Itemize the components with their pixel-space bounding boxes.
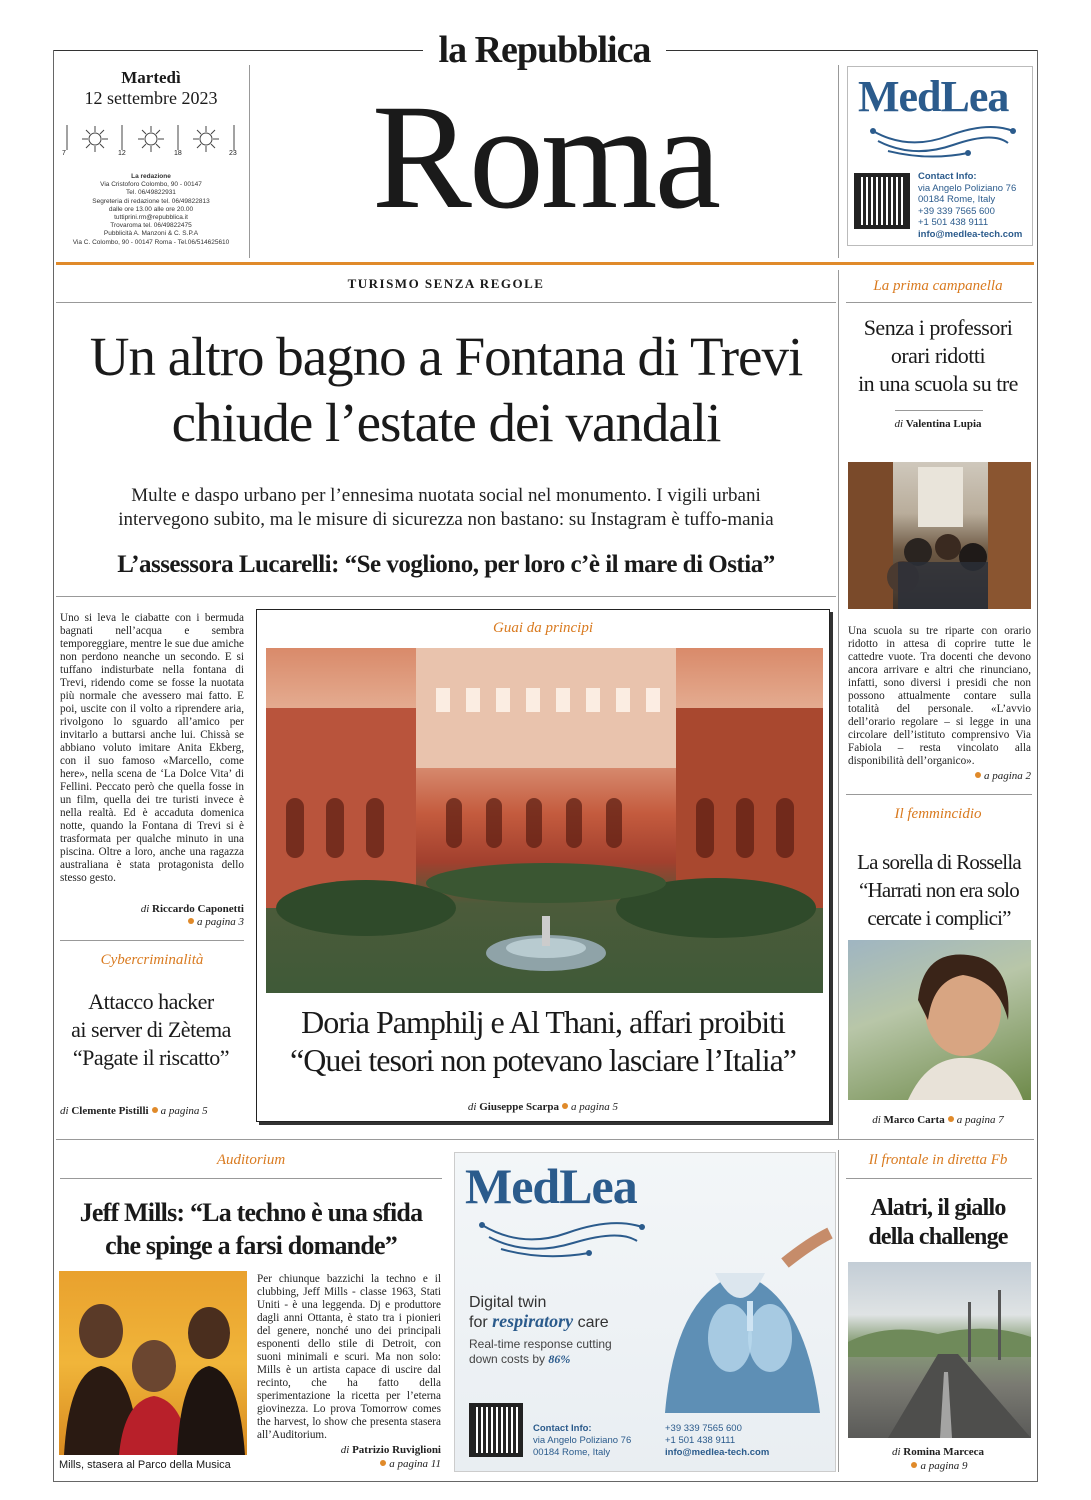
lead-deck-line: intervegono subito, ma le misure di sicurezza non bastano: su Instagram è tuffo-mania — [118, 509, 774, 530]
redazione-line: Via C. Colombo, 90 - 00147 Roma - Tel.06/514625610 — [72, 238, 230, 246]
byline-name: Valentina Lupia — [905, 418, 982, 430]
lead-page-ref[interactable] — [60, 916, 244, 928]
ad-bottom-phone2: +1 501 438 9111 — [665, 1435, 736, 1446]
redazione-line: tuttiprini.rm@repubblica.it — [114, 214, 188, 222]
school-photo[interactable] — [848, 462, 1031, 609]
alatri-illustration — [848, 1262, 1031, 1438]
school-headline[interactable] — [842, 314, 1034, 398]
byline-prefix: di — [872, 1114, 881, 1126]
ad-top-contact-title: Contact Info: — [918, 171, 977, 182]
byline-name: Clemente Pistilli — [71, 1105, 149, 1117]
school-headline-line: Senza i professori — [863, 315, 1013, 340]
mills-caption: Mills, stasera al Parco della Musica — [59, 1459, 231, 1471]
mills-photo[interactable] — [59, 1271, 247, 1455]
femm-photo[interactable] — [848, 940, 1031, 1100]
lead-section-rule — [56, 302, 836, 303]
byline-name: Romina Marceca — [903, 1446, 985, 1458]
ad-sub-em: 86% — [548, 1352, 571, 1366]
ad-bottom-phones — [665, 1423, 769, 1459]
bullet-dot-icon — [911, 1462, 917, 1468]
cyber-kicker: Cybercriminalità — [100, 952, 204, 968]
bullet-dot-icon — [975, 772, 981, 778]
byline-prefix: di — [891, 1446, 901, 1458]
ad-bottom-address1: via Angelo Poliziano 76 — [533, 1435, 632, 1446]
right-column-bottom-rule — [838, 1150, 839, 1472]
byline-name: Patrizio Ruviglioni — [352, 1444, 441, 1456]
city-title: Roma — [371, 74, 719, 240]
page-ref: a pagina 11 — [389, 1458, 441, 1470]
cyber-headline-line: “Pagate il riscatto” — [72, 1045, 230, 1070]
medlea-logo-bottom: MedLea — [465, 1158, 637, 1214]
page-ref: a pagina 7 — [956, 1114, 1004, 1126]
masthead-orange-rule — [56, 262, 1034, 265]
femm-headline-line: La sorella di Rossella — [857, 850, 1021, 874]
mills-byline — [257, 1444, 441, 1456]
alatri-headline-line: Alatri, il giallo — [870, 1195, 1006, 1221]
redazione-block — [58, 173, 244, 247]
bullet-dot-icon — [380, 1460, 386, 1466]
qr-code-top — [854, 173, 910, 229]
bullet-dot-icon — [948, 1116, 954, 1122]
cyber-top-rule — [60, 940, 244, 941]
brand-logo: la Repubblica — [438, 29, 651, 71]
ad-top-left-rule — [838, 65, 839, 258]
page-ref: a pagina 9 — [920, 1460, 968, 1472]
ad-tag-line1: Digital twin — [469, 1294, 547, 1311]
lead-deck — [56, 484, 836, 532]
date-day: Martedì — [121, 68, 181, 87]
byline-prefix: di — [894, 418, 904, 430]
redazione-line: Tel. 06/49822931 — [126, 189, 176, 197]
weather-hour-1: 7 — [62, 150, 66, 157]
mills-kicker: Auditorium — [216, 1152, 286, 1168]
school-byline — [842, 418, 1034, 430]
medlea-logo-top: MedLea — [858, 72, 1009, 121]
school-headline-line: in una scuola su tre — [858, 371, 1018, 396]
ad-sub-line2 — [469, 1352, 612, 1367]
doria-byline[interactable] — [256, 1101, 830, 1113]
school-headline-rule — [895, 410, 983, 411]
alatri-headline[interactable] — [842, 1194, 1034, 1252]
school-body: Una scuola su tre riparte con orario ridotto in attesa di coprire tutte le cattedre vuote. Tra docenti che devono ancora arrivare e altri che rinunciano, infatti, sono diversi i presidi che non possono attualmente contare sulla totalità del personale. «L’avvio dell’orario regolare – si legge in una circolare dell’istituto comprensivo Via Fabiola – resta vincolato alla disponibilità dell’organico». — [848, 625, 1031, 767]
byline-prefix: di — [340, 1444, 350, 1456]
alatri-headline-line: della challenge — [868, 1224, 1008, 1250]
byline-name: Riccardo Caponetti — [152, 903, 244, 915]
lead-section-label: TURISMO SENZA REGOLE — [347, 276, 545, 291]
redazione-line: Via Cristoforo Colombo, 90 - 00147 — [100, 181, 202, 189]
frame-top-left-rule — [53, 50, 423, 51]
ad-top-box[interactable] — [847, 66, 1033, 246]
frame-left-rule — [53, 50, 54, 1482]
circuit-icon — [868, 121, 1018, 161]
lead-headline — [56, 324, 836, 456]
weather-hour-4: 23 — [229, 150, 237, 157]
frame-bottom-rule — [53, 1481, 1038, 1482]
weather-hour-2: 12 — [118, 150, 126, 157]
alatri-page-ref[interactable] — [842, 1460, 1034, 1472]
alatri-byline — [842, 1446, 1034, 1458]
ad-sub-line1: Real-time response cutting — [469, 1337, 612, 1351]
byline-prefix: di — [140, 903, 150, 915]
page-ref: a pagina 2 — [983, 770, 1031, 782]
mills-headline[interactable] — [56, 1196, 446, 1262]
school-page-ref[interactable] — [848, 770, 1031, 782]
femm-top-rule — [846, 794, 1032, 795]
ad-bottom-address2: 00184 Rome, Italy — [533, 1447, 611, 1458]
date-box-right-rule — [249, 65, 250, 258]
ad-bottom-box[interactable] — [454, 1152, 836, 1472]
lead-subhead: L’assessora Lucarelli: “Se vogliono, per loro c’è il mare di Ostia” — [117, 551, 775, 578]
doria-courtyard-photo[interactable] — [266, 648, 823, 993]
femm-headline[interactable] — [842, 848, 1036, 932]
page-ref: a pagina 5 — [160, 1105, 208, 1117]
doria-headline-line: Doria Pamphilj e Al Thani, affari proibiti — [301, 1004, 785, 1040]
byline-prefix: di — [60, 1105, 69, 1117]
bottom-section-rule — [56, 1139, 1034, 1140]
lead-deck-line: Multe e daspo urbano per l’ennesima nuotata social nel monumento. I vigili urbani — [131, 485, 761, 506]
mills-body: Per chiunque bazzichi la techno e il clubbing, Jeff Mills - classe 1963, Stati Uniti - è una leggenda. Dj e produttore dagli anni Ottanta, è stato tra i pionieri del genere, nonché uno dei principali esponenti dello stile di Detroit, con suoni minimali e scuri. Ma non solo: Mills è un artista capace di uscire dal recinto, che ha fatto della sperimentazione la ricetta per l’eterna giovinezza. Lo prova Tomorrow comes the harvest, lo show che presenta stasera all’Auditorium. — [257, 1273, 441, 1441]
ad-top-contact — [918, 171, 1022, 240]
page-ref: a pagina 5 — [571, 1101, 619, 1113]
ad-tag-line2 — [469, 1312, 609, 1332]
cyber-headline-line: ai server di Zètema — [71, 1017, 231, 1042]
redazione-line: Segreteria di redazione tel. 06/49822813 — [92, 197, 210, 205]
ad-top-address1: via Angelo Poliziano 76 — [918, 182, 1017, 194]
ad-bottom-email[interactable]: info@medlea-tech.com — [665, 1447, 770, 1458]
ad-bottom-tagline — [469, 1293, 609, 1332]
lead-byline — [60, 903, 244, 915]
mills-kicker-rule — [60, 1178, 442, 1179]
byline-prefix: di — [467, 1101, 477, 1113]
cyber-headline-line: Attacco hacker — [88, 989, 214, 1014]
courtyard-illustration — [266, 648, 823, 993]
ad-sub-pre: down costs by — [469, 1352, 546, 1366]
mills-page-ref[interactable] — [257, 1458, 441, 1470]
school-kicker: La prima campanella — [873, 278, 1003, 294]
alatri-kicker: Il frontale in diretta Fb — [868, 1152, 1008, 1168]
doria-kicker: Guai da principi — [493, 620, 593, 636]
date-full: 12 settembre 2023 — [84, 88, 218, 108]
redazione-line: La redazione — [131, 173, 171, 180]
ad-bottom-sub — [469, 1337, 612, 1367]
femm-byline[interactable] — [842, 1114, 1034, 1126]
weather-strip — [62, 122, 242, 162]
ad-top-phone1: +39 339 7565 600 — [918, 205, 995, 217]
alatri-photo[interactable] — [848, 1262, 1031, 1438]
ad-tag-em: respiratory — [492, 1311, 574, 1331]
frame-right-rule — [1037, 50, 1038, 1482]
school-kicker-rule — [846, 302, 1032, 303]
femm-kicker: Il femmincidio — [894, 806, 982, 822]
right-column-rule — [838, 270, 839, 1140]
doria-headline-line: “Quei tesori non potevano lasciare l’Italia” — [290, 1042, 796, 1078]
qr-code-bottom — [469, 1403, 523, 1457]
ad-bottom-contact-title: Contact Info: — [533, 1423, 592, 1434]
bullet-dot-icon — [562, 1103, 568, 1109]
lead-headline-line: chiude l’estate dei vandali — [171, 392, 721, 453]
ad-tag-pre: for — [469, 1314, 488, 1331]
femm-headline-line: “Harrati non era solo — [859, 878, 1019, 902]
redazione-line: Trovaroma tel. 06/49822475 — [110, 222, 192, 230]
alatri-kicker-rule — [846, 1178, 1032, 1179]
ad-top-phone2: +1 501 438 9111 — [918, 217, 989, 228]
lead-headline-line: Un altro bagno a Fontana di Trevi — [89, 326, 803, 387]
weather-hour-3: 18 — [174, 150, 182, 157]
ad-tag-post: care — [577, 1314, 609, 1331]
femm-illustration — [848, 940, 1031, 1100]
bullet-dot-icon — [152, 1107, 158, 1113]
cyber-byline[interactable] — [60, 1105, 250, 1117]
ad-top-email[interactable]: info@medlea-tech.com — [918, 228, 1023, 240]
lead-body: Uno si leva le ciabatte con i bermuda bagnati nell’acqua e sembra temporeggiare, mentre le sue due amiche non perdono neanche un secondo. E si tuffano indisturbate nella fontana di Trevi, ridendo come se fosse la nuotata più normale che avessero mai fatto. E poi, uscite con il volto a riprendere aria, rivolgono lo sguardo all’amico per invitarlo a buttarsi anche lui. Chissà se abbiano voluto imitare Anita Ekberg, con il suo famoso «Marcello, come here», nella scena de ‘La Dolce Vita’ di Fellini. Peccato però che quella fosse in un film, quella dei tre turisti invece è nella realtà. Ed è accaduta domenica notte, quando la Fontana di Trevi si è trasformata per qualche minuto in una piscina. Oltre a loro, anche una ragazza australiana è stata protagonista dello stesso gesto. — [60, 612, 244, 884]
redazione-line: dalle ore 13.00 alle ore 20.00 — [108, 205, 194, 213]
ad-bottom-phone1: +39 339 7565 600 — [665, 1423, 742, 1434]
lead-subhead-rule — [56, 596, 836, 597]
ad-top-address2: 00184 Rome, Italy — [918, 194, 996, 205]
byline-name: Marco Carta — [883, 1114, 945, 1126]
weather-sun-icons — [62, 122, 242, 162]
femm-headline-line: cercate i complici” — [867, 906, 1011, 930]
doria-headline[interactable] — [256, 1003, 830, 1079]
mills-headline-line: Jeff Mills: “La techno è una sfida — [79, 1198, 423, 1227]
ad-bottom-contact — [533, 1423, 631, 1459]
school-headline-line: orari ridotti — [890, 343, 986, 368]
cyber-headline[interactable] — [56, 988, 246, 1072]
mills-illustration — [59, 1271, 247, 1455]
byline-name: Giuseppe Scarpa — [479, 1101, 559, 1113]
circuit-icon — [477, 1215, 647, 1261]
school-illustration — [848, 462, 1031, 609]
frame-top-right-rule — [666, 50, 1038, 51]
doctor-lungs-illustration — [645, 1203, 836, 1413]
mills-headline-line: che spinge a farsi domande” — [105, 1231, 397, 1260]
redazione-line: Pubblicità A. Manzoni & C. S.P.A — [103, 230, 199, 238]
bullet-dot-icon — [188, 918, 194, 924]
page-ref: a pagina 3 — [196, 916, 244, 928]
